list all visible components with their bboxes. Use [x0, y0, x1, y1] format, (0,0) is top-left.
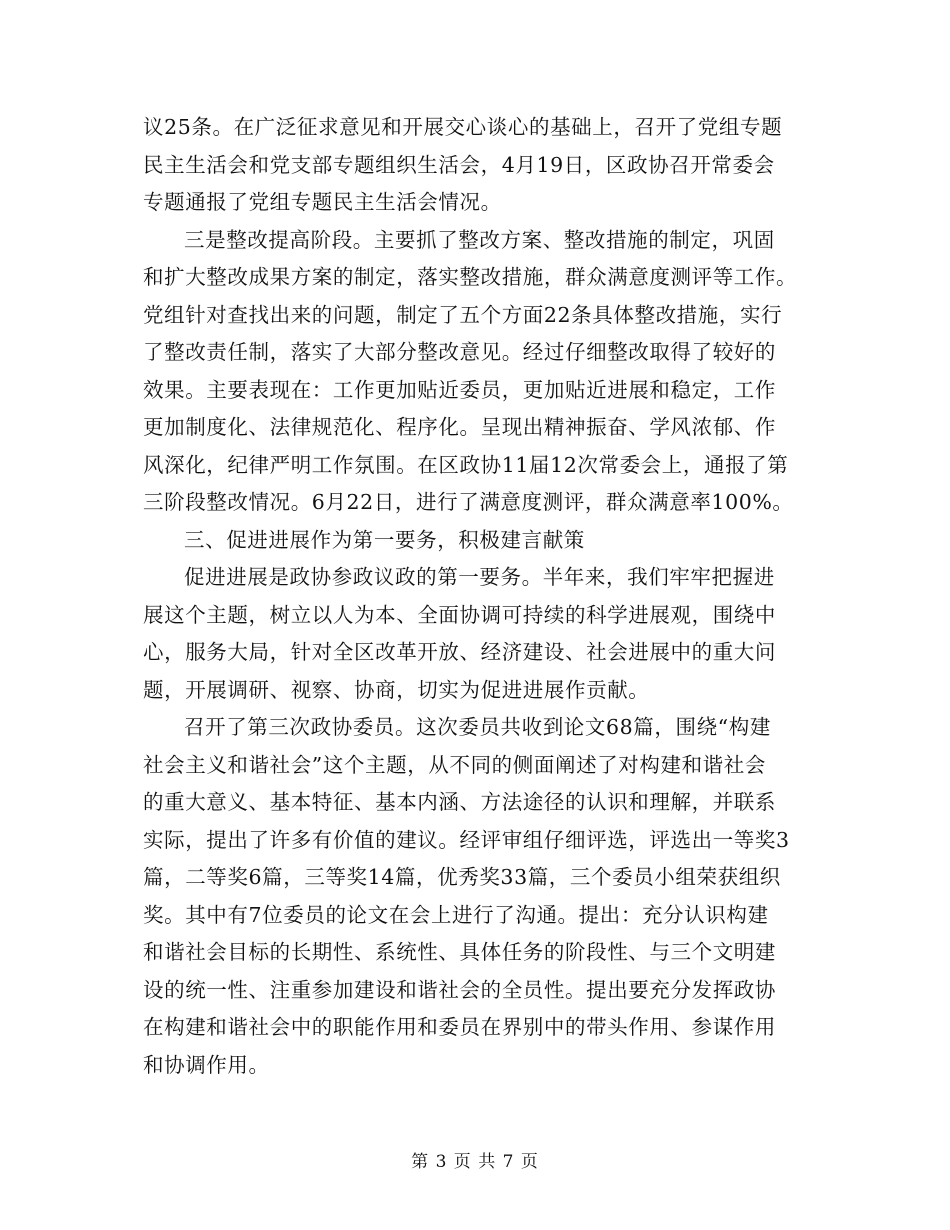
text-line: 在构建和谐社会中的职能作用和委员在界别中的带头作用、参谋作用: [143, 1015, 776, 1039]
text-line: 社会主义和谐社会”这个主题，从不同的侧面阐述了对构建和谐社会: [143, 752, 766, 777]
text-line: 民主生活会和党支部专题组织生活会，4月19日，区政协召开常委会: [143, 152, 775, 177]
text-line: 效果。主要表现在：工作更加贴近委员，更加贴近进展和稳定，工作: [143, 377, 776, 402]
document-body: [143, 109, 808, 1084]
text-line: 题，开展调研、视察、协商，切实为促进进展作贡献。: [143, 677, 650, 702]
text-line: 和扩大整改成果方案的制定，落实整改措施，群众满意度测评等工作。: [143, 265, 798, 289]
text-line: 风深化，纪律严明工作氛围。在区政协11届12次常委会上，通报了第: [143, 452, 789, 477]
page-footer: [0, 1150, 950, 1174]
text-line: 设的统一性、注重参加建设和谐社会的全员性。提出要充分发挥政协: [143, 977, 776, 1002]
text-line: 展这个主题，树立以人为本、全面协调可持续的科学进展观，围绕中: [143, 602, 776, 627]
text-line: 心，服务大局，针对全区改革开放、经济建设、社会进展中的重大问: [143, 640, 776, 664]
text-line: 议25条。在广泛征求意见和开展交心谈心的基础上，召开了党组专题: [143, 115, 783, 139]
paragraph-start-line: 促进进展是政协参政议政的第一要务。半年来，我们牢牢把握进: [184, 565, 775, 589]
text-line: 三阶段整改情况。6月22日，进行了满意度测评，群众满意率100%。: [143, 490, 794, 514]
text-line: 和协调作用。: [143, 1052, 270, 1077]
text-line: 篇，二等奖6篇，三等奖14篇，优秀奖33篇，三个委员小组荣获组织: [143, 865, 781, 889]
text-line: 的重大意义、基本特征、基本内涵、方法途径的认识和理解，并联系: [143, 790, 776, 814]
section-heading: 三、促进进展作为第一要务，积极建言献策: [184, 527, 585, 552]
paragraph-start-line: 三是整改提高阶段。主要抓了整改方案、整改措施的制定，巩固: [184, 227, 775, 252]
text-line: 更加制度化、法律规范化、程序化。呈现出精神振奋、学风浓郁、作: [143, 415, 776, 439]
text-line: 专题通报了党组专题民主生活会情况。: [143, 190, 502, 214]
text-line: 奖。其中有7位委员的论文在会上进行了沟通。提出：充分认识构建: [143, 902, 769, 927]
page-number-label: 第 3 页 共 7 页: [411, 1152, 539, 1172]
text-line: 实际，提出了许多有价值的建议。经评审组仔细评选，评选出一等奖3: [143, 827, 790, 852]
text-line: 党组针对查找出来的问题，制定了五个方面22条具体整改措施，实行: [143, 302, 783, 327]
text-line: 了整改责任制，落实了大部分整改意见。经过仔细整改取得了较好的: [143, 340, 776, 364]
text-line: 和谐社会目标的长期性、系统性、具体任务的阶段性、与三个文明建: [143, 940, 776, 964]
paragraph-start-line: 召开了第三次政协委员。这次委员共收到论文68篇，围绕“构建: [184, 715, 771, 739]
